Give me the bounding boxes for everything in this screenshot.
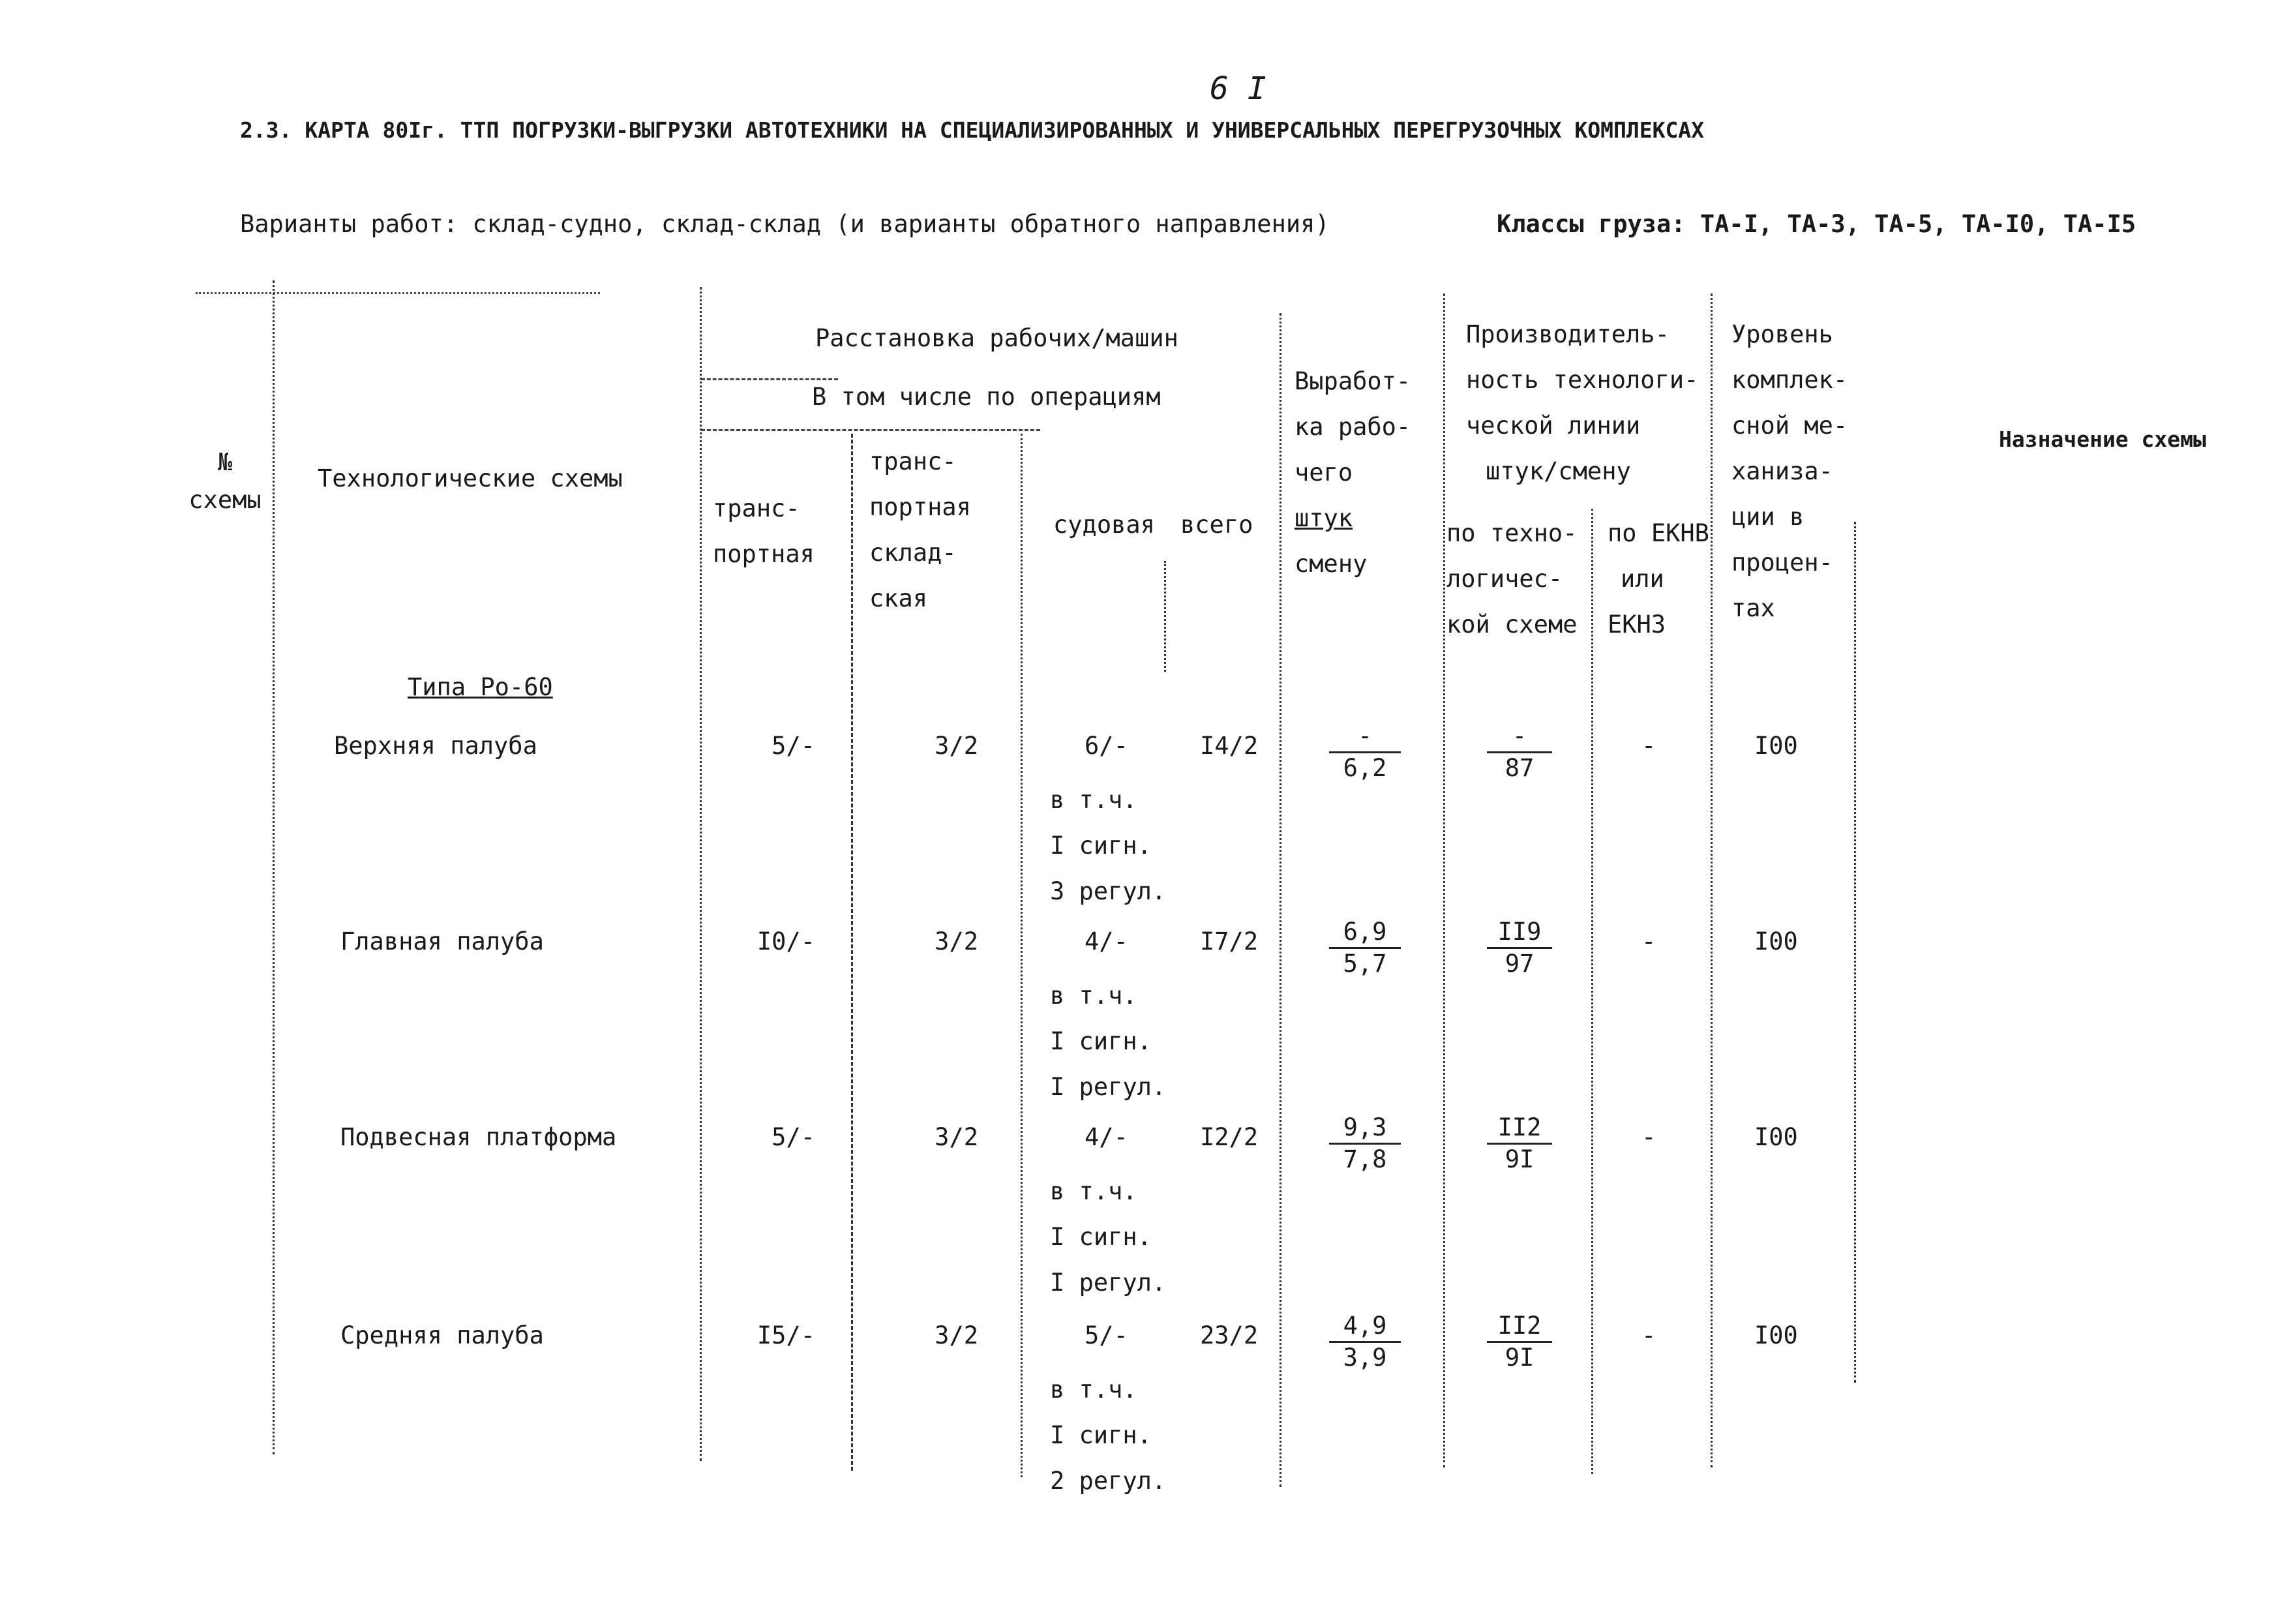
row-mech-level: I00	[1754, 927, 1798, 955]
header-by-operations: В том числе по операциям	[812, 383, 1161, 411]
row-warehouse: 3/2	[935, 732, 978, 760]
row-mech-level: I00	[1754, 732, 1798, 760]
row-eknv: -	[1641, 1321, 1656, 1349]
row-ship-detail: в т.ч. I сигн. 3 регул.	[1050, 786, 1167, 905]
row-ship: 4/-	[1085, 927, 1128, 955]
header-rule-ops-left	[701, 378, 838, 380]
header-by-eknv: по ЕКНВ или ЕКНЗ	[1608, 519, 1709, 639]
section-title: Типа Ро-60	[408, 673, 553, 701]
row-transport: I0/-	[756, 927, 815, 955]
row-name: Верхняя палуба	[334, 732, 537, 760]
row-ship-detail: в т.ч. I сигн. 2 регул.	[1050, 1376, 1167, 1495]
row-total: I4/2	[1200, 732, 1259, 760]
column-divider-7	[1443, 293, 1445, 1467]
top-dotted-rule	[196, 292, 600, 294]
row-name: Подвесная платформа	[340, 1123, 617, 1151]
row-warehouse: 3/2	[935, 1123, 978, 1151]
row-productivity-fraction: $\frac{II2}{9I}$	[1487, 1311, 1552, 1373]
header-total: всего	[1180, 511, 1253, 539]
header-output: Выработ- ка рабо- чего штук смену	[1295, 367, 1411, 578]
row-eknv: -	[1641, 732, 1656, 760]
column-divider-4	[1021, 434, 1023, 1477]
column-divider-6	[1280, 313, 1281, 1487]
page-number: 6 I	[1210, 70, 1266, 107]
row-mech-level: I00	[1754, 1321, 1798, 1349]
row-output-fraction: $\frac{9,3}{7,8}$	[1329, 1113, 1401, 1175]
header-purpose: Назначение схемы	[1999, 427, 2206, 452]
row-output-fraction: $\frac{4,9}{3,9}$	[1329, 1311, 1401, 1373]
column-divider-1	[273, 280, 275, 1454]
row-transport: 5/-	[771, 1123, 815, 1151]
row-productivity-fraction: $\frac{II9}{97}$	[1487, 917, 1552, 979]
column-divider-10	[1854, 522, 1856, 1383]
row-mech-level: I00	[1754, 1123, 1798, 1151]
row-productivity-fraction: - 87	[1487, 721, 1552, 783]
page-title: 2.3. КАРТА 80Iг. ТТП ПОГРУЗКИ-ВЫГРУЗКИ АВТОТЕХНИКИ НА СПЕЦИАЛИЗИРОВАННЫХ И УНИВЕРСАЛЬНЫХ ПЕРЕГРУЗОЧНЫХ КОМПЛЕКСАХ	[240, 117, 1705, 143]
header-transport-warehouse: транс- портная склад- ская	[869, 447, 971, 612]
header-tech-schemes: Технологические схемы	[318, 464, 623, 492]
row-total: I2/2	[1200, 1123, 1259, 1151]
column-divider-5	[1164, 561, 1166, 672]
row-name: Средняя палуба	[340, 1321, 544, 1349]
row-eknv: -	[1641, 1123, 1656, 1151]
header-productivity: Производитель- ность технологи- ческой линии штук/смену	[1466, 320, 1699, 485]
header-by-tech-scheme: по техно- логичес- кой схеме	[1446, 519, 1578, 639]
row-total: I7/2	[1200, 927, 1259, 955]
row-eknv: -	[1641, 927, 1656, 955]
row-ship: 6/-	[1085, 732, 1128, 760]
work-variants: Варианты работ: склад-судно, склад-склад (и варианты обратного направления)	[240, 210, 1330, 238]
cargo-classes: Классы груза: ТА-I, ТА-3, ТА-5, ТА-I0, ТА-I5	[1497, 210, 2136, 238]
header-transport: транс- портная	[713, 494, 815, 568]
row-ship-detail: в т.ч. I сигн. I регул.	[1050, 982, 1167, 1101]
row-name: Главная палуба	[340, 927, 544, 955]
header-ship: судовая	[1053, 511, 1155, 539]
row-ship-detail: в т.ч. I сигн. I регул.	[1050, 1177, 1167, 1297]
header-rule-ops	[701, 429, 1040, 431]
row-output-fraction: $\frac{6,9}{5,7}$	[1329, 917, 1401, 979]
row-productivity-fraction: $\frac{II2}{9I}$	[1487, 1113, 1552, 1175]
row-transport: I5/-	[756, 1321, 815, 1349]
column-divider-8	[1591, 509, 1593, 1474]
header-placement: Расстановка рабочих/машин	[815, 324, 1178, 352]
row-transport: 5/-	[771, 732, 815, 760]
column-divider-9	[1711, 293, 1713, 1467]
header-scheme-no: № схемы	[188, 448, 262, 514]
header-mech-level: Уровень комплек- сной ме- ханиза- ции в процен- тах	[1731, 320, 1848, 622]
column-divider-3	[851, 434, 853, 1471]
row-warehouse: 3/2	[935, 927, 978, 955]
row-ship: 5/-	[1085, 1321, 1128, 1349]
row-warehouse: 3/2	[935, 1321, 978, 1349]
row-output-fraction: - 6,2	[1329, 721, 1401, 783]
column-divider-2	[700, 287, 702, 1461]
row-ship: 4/-	[1085, 1123, 1128, 1151]
row-total: 23/2	[1200, 1321, 1259, 1349]
